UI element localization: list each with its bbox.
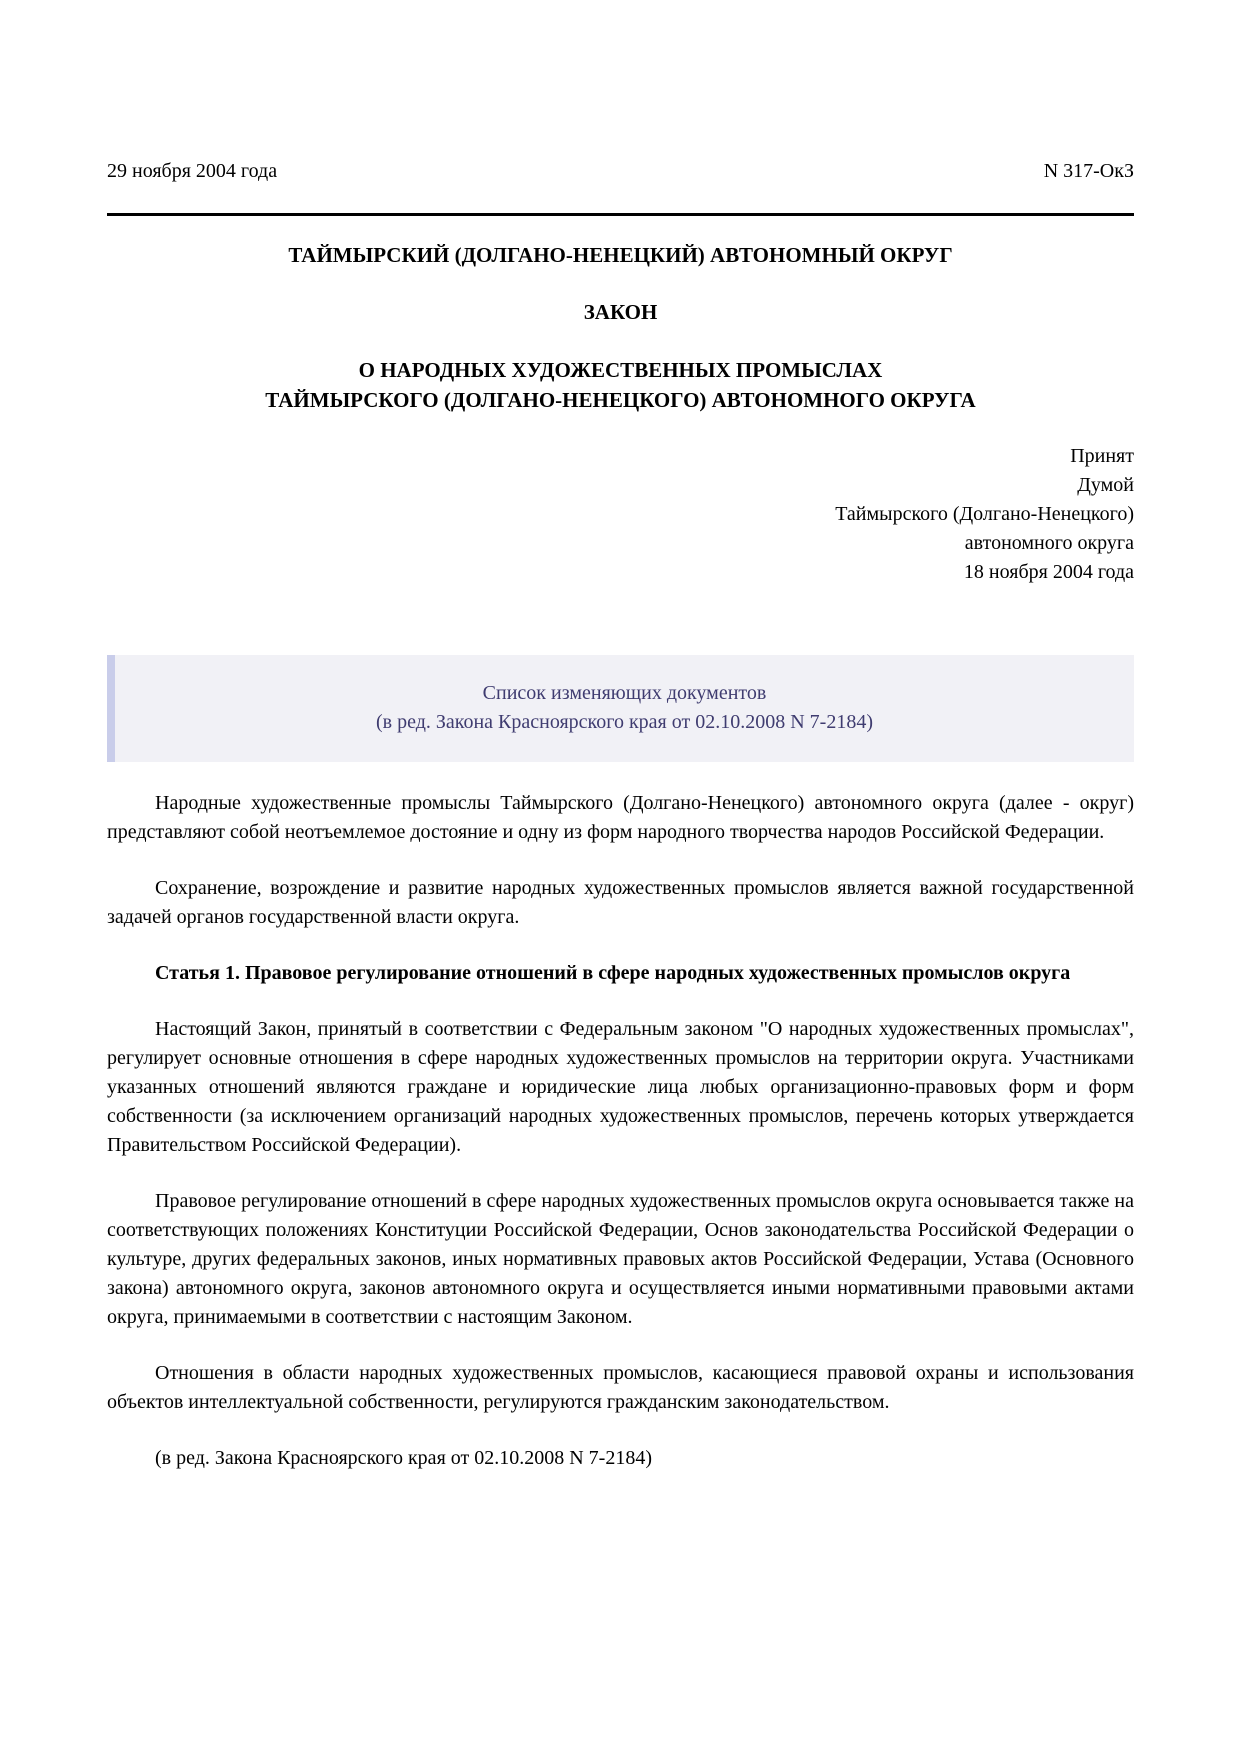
title-subject-line-2: ТАЙМЫРСКОГО (ДОЛГАНО-НЕНЕЦКОГО) АВТОНОМНОГО ОКРУГА bbox=[265, 388, 976, 412]
header-divider bbox=[107, 213, 1134, 216]
article-1-paragraph-2: Правовое регулирование отношений в сфере народных художественных промыслов округа основывается также на соответствующих положениях Конституции Российской Федерации, Основ законодательства Российской Федерации о культуре, других федеральных законов, иных нормативных правовых актов Российской Федерации, Устава (Основного закона) автономного округа, законов автономного округа и осуществляется иными нормативными правовыми актами округа, принимаемыми в соответствии с настоящим Законом. bbox=[107, 1190, 1134, 1328]
title-block bbox=[107, 242, 1134, 415]
document-body bbox=[107, 789, 1134, 1473]
adoption-line: Думой bbox=[1077, 474, 1134, 496]
adoption-line: автономного округа bbox=[964, 532, 1134, 554]
article-1-revision-note: (в ред. Закона Красноярского края от 02.10.2008 N 7-2184) bbox=[155, 1447, 653, 1469]
amendments-box-revision: (в ред. Закона Красноярского края от 02.10.2008 N 7-2184) bbox=[375, 711, 873, 733]
amendments-box-title: Список изменяющих документов bbox=[482, 682, 767, 704]
title-doc-type: ЗАКОН bbox=[583, 300, 658, 324]
title-subject-line-1: О НАРОДНЫХ ХУДОЖЕСТВЕННЫХ ПРОМЫСЛАХ bbox=[358, 358, 883, 382]
article-1-paragraph-3: Отношения в области народных художественных промыслов, касающиеся правовой охраны и использования объектов интеллектуальной собственности, регулируются гражданским законодательством. bbox=[107, 1362, 1134, 1413]
adoption-line: Принят bbox=[1070, 445, 1134, 467]
amendments-box bbox=[107, 655, 1134, 762]
document-date: 29 ноября 2004 года bbox=[107, 160, 278, 182]
title-region-line: ТАЙМЫРСКИЙ (ДОЛГАНО-НЕНЕЦКИЙ) АВТОНОМНЫЙ ОКРУГ bbox=[288, 243, 953, 267]
preamble-paragraph-1: Народные художественные промыслы Таймырского (Долгано-Ненецкого) автономного округа (далее - округ) представляют собой неотъемлемое достояние и одну из форм народного творчества народов Российской Федерации. bbox=[107, 792, 1134, 843]
document-number: N 317-ОкЗ bbox=[1043, 160, 1134, 182]
preamble-paragraph-2: Сохранение, возрождение и развитие народных художественных промыслов является важной государственной задачей органов государственной власти округа. bbox=[107, 877, 1134, 928]
adoption-line: Таймырского (Долгано-Ненецкого) bbox=[835, 503, 1134, 525]
article-1-paragraph-1: Настоящий Закон, принятый в соответствии с Федеральным законом "О народных художественных промыслах", регулирует основные отношения в сфере народных художественных промыслов на территории округа. Участниками указанных отношений являются граждане и юридические лица любых организационно-правовых форм и форм собственности (за исключением организаций народных художественных промыслов, перечень которых утверждается Правительством Российской Федерации). bbox=[107, 1018, 1134, 1156]
article-1-heading: Статья 1. Правовое регулирование отношений в сфере народных художественных промыслов округа bbox=[155, 962, 1071, 984]
adoption-block bbox=[107, 442, 1134, 587]
adoption-line: 18 ноября 2004 года bbox=[963, 561, 1134, 583]
title-subject bbox=[107, 355, 1134, 415]
document-header bbox=[107, 160, 1134, 183]
